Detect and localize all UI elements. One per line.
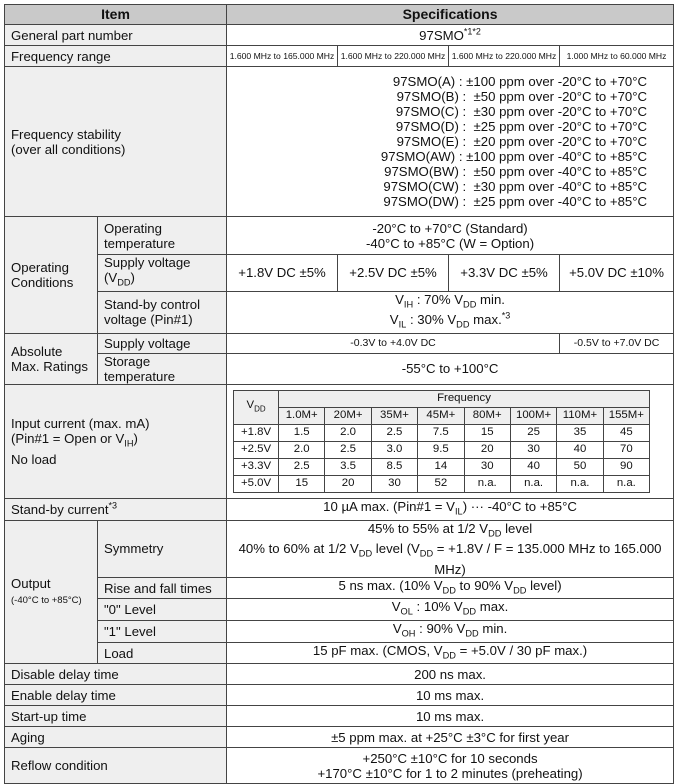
- current-cell: 2.5: [371, 424, 417, 441]
- current-cell: 2.5: [325, 441, 371, 458]
- current-cell: 45: [603, 424, 649, 441]
- current-cell: 30: [464, 458, 510, 475]
- symmetry-label: Symmetry: [98, 520, 227, 577]
- current-cell: n.a.: [464, 475, 510, 492]
- frequency-column-header: 100M+: [510, 407, 556, 424]
- supply-voltage-value: +5.0V DC ±10%: [560, 255, 674, 292]
- stability-line: 97SMO(C) : ±30 ppm over -20°C to +70°C: [395, 104, 648, 119]
- stability-line: 97SMO(CW) : ±30 ppm over -40°C to +85°C: [383, 179, 648, 194]
- current-cell: 30: [510, 441, 556, 458]
- operating-conditions-label: Operating Conditions: [5, 217, 98, 334]
- general-part-number-value: $97SMO^{*1*2}$: [227, 25, 674, 46]
- current-cell: 3.0: [371, 441, 417, 458]
- current-cell: 2.5: [279, 458, 325, 475]
- frequency-header: Frequency: [279, 390, 650, 407]
- abs-supply-voltage-value: -0.3V to +4.0V DC: [227, 333, 560, 353]
- current-cell: n.a.: [510, 475, 556, 492]
- current-cell: 25: [510, 424, 556, 441]
- stability-line: 97SMO(DW) : ±25 ppm over -40°C to +85°C: [383, 194, 648, 209]
- standby-control-label: Stand-by control voltage (Pin#1): [98, 291, 227, 333]
- current-cell: 40: [510, 458, 556, 475]
- current-cell: 70: [603, 441, 649, 458]
- zero-level-label: "0" Level: [98, 599, 227, 621]
- abs-supply-voltage-value: -0.5V to +7.0V DC: [560, 333, 674, 353]
- current-cell: 30: [371, 475, 417, 492]
- current-cell: 40: [557, 441, 603, 458]
- frequency-stability-list: [227, 67, 674, 217]
- frequency-column-header: 1.0M+: [279, 407, 325, 424]
- one-level-label: "1" Level: [98, 621, 227, 643]
- standby-current-label: Stand-by current$^{*3}$: [5, 498, 227, 520]
- input-current-label: Input current (max. mA) (Pin#1 = Open or $V_{IH}$) No load: [5, 384, 227, 498]
- vdd-cell: +5.0V: [234, 475, 279, 492]
- stability-line: 97SMO(B) : ±50 ppm over -20°C to +70°C: [396, 89, 648, 104]
- current-cell: 15: [279, 475, 325, 492]
- standby-current-value: 10 µA max. (Pin#1 = $V_{IL}$) ··· -40°C to +85°C: [227, 498, 674, 520]
- vdd-header: $V_{DD}$: [234, 390, 279, 424]
- load-value: 15 pF max. (CMOS, $V_{DD} = +5.0V / 30$ pF max.): [227, 642, 674, 664]
- abs-supply-voltage-label: Supply voltage: [98, 333, 227, 353]
- load-label: Load: [98, 642, 227, 664]
- frequency-column-header: 35M+: [371, 407, 417, 424]
- aging-label: Aging: [5, 727, 227, 748]
- startup-value: 10 ms max.: [227, 706, 674, 727]
- stability-line: 97SMO(BW) : ±50 ppm over -40°C to +85°C: [384, 164, 648, 179]
- current-cell: 8.5: [371, 458, 417, 475]
- frequency-range-label: Frequency range: [5, 46, 227, 67]
- current-cell: 90: [603, 458, 649, 475]
- operating-temperature-label: Operating temperature: [98, 217, 227, 255]
- vdd-cell: +3.3V: [234, 458, 279, 475]
- disable-delay-label: Disable delay time: [5, 664, 227, 685]
- frequency-range-value: 1.000 MHz to 60.000 MHz: [560, 46, 674, 67]
- supply-voltage-value: +3.3V DC ±5%: [449, 255, 560, 292]
- vdd-cell: +1.8V: [234, 424, 279, 441]
- header-item: Item: [5, 5, 227, 25]
- storage-temperature-value: -55°C to +100°C: [227, 353, 674, 384]
- reflow-value: +250°C ±10°C for 10 seconds +170°C ±10°C for 1 to 2 minutes (preheating): [227, 748, 674, 784]
- frequency-range-value: 1.600 MHz to 165.000 MHz: [227, 46, 338, 67]
- startup-label: Start-up time: [5, 706, 227, 727]
- current-cell: 2.0: [325, 424, 371, 441]
- disable-delay-value: 200 ns max.: [227, 664, 674, 685]
- current-cell: 20: [464, 441, 510, 458]
- current-cell: n.a.: [603, 475, 649, 492]
- vdd-cell: +2.5V: [234, 441, 279, 458]
- frequency-column-header: 20M+: [325, 407, 371, 424]
- frequency-column-header: 110M+: [557, 407, 603, 424]
- aging-value: ±5 ppm max. at +25°C ±3°C for first year: [227, 727, 674, 748]
- table-row: [234, 441, 650, 458]
- current-cell: 50: [557, 458, 603, 475]
- table-row: [234, 458, 650, 475]
- stability-line: 97SMO(A) : ±100 ppm over -20°C to +70°C: [392, 74, 648, 89]
- supply-voltage-value: +2.5V DC ±5%: [338, 255, 449, 292]
- symmetry-value: 45% to 55% at 1/2 $V_{DD}$ level 40% to 60% at 1/2 $V_{DD}$ level ($V_{DD} = +1.8V / F = 135.000$ MHz to 165.000 MHz): [227, 520, 674, 577]
- rise-fall-value: 5 ns max. (10% $V_{DD}$ to 90% $V_{DD}$ level): [227, 577, 674, 599]
- stability-line: 97SMO(E) : ±20 ppm over -20°C to +70°C: [396, 134, 648, 149]
- current-cell: 14: [418, 458, 464, 475]
- output-label: Output (-40°C to +85°C): [5, 520, 98, 664]
- storage-temperature-label: Storage temperature: [98, 353, 227, 384]
- current-cell: 9.5: [418, 441, 464, 458]
- table-row: [234, 475, 650, 492]
- input-current-cell: [227, 384, 674, 498]
- reflow-label: Reflow condition: [5, 748, 227, 784]
- header-specifications: Specifications: [227, 5, 674, 25]
- input-current-table: [233, 390, 650, 493]
- operating-temperature-value: -20°C to +70°C (Standard) -40°C to +85°C (W = Option): [227, 217, 674, 255]
- absolute-max-label: Absolute Max. Ratings: [5, 333, 98, 384]
- spec-table: [4, 4, 674, 784]
- frequency-column-header: 45M+: [418, 407, 464, 424]
- current-cell: 20: [325, 475, 371, 492]
- supply-voltage-label: Supply voltage $(V_{DD})$: [98, 255, 227, 292]
- frequency-column-header: 80M+: [464, 407, 510, 424]
- frequency-column-header: 155M+: [603, 407, 649, 424]
- supply-voltage-value: +1.8V DC ±5%: [227, 255, 338, 292]
- one-level-value: $V_{OH}$ : 90% $V_{DD}$ min.: [227, 621, 674, 643]
- enable-delay-label: Enable delay time: [5, 685, 227, 706]
- zero-level-value: $V_{OL}$ : 10% $V_{DD}$ max.: [227, 599, 674, 621]
- current-cell: n.a.: [557, 475, 603, 492]
- current-cell: 2.0: [279, 441, 325, 458]
- current-cell: 15: [464, 424, 510, 441]
- standby-control-value: $V_{IH}$ : 70% $V_{DD}$ min. $V_{IL}$ : 30% $V_{DD}$ max.$^{*3}$: [227, 291, 674, 333]
- current-cell: 3.5: [325, 458, 371, 475]
- current-cell: 35: [557, 424, 603, 441]
- rise-fall-label: Rise and fall times: [98, 577, 227, 599]
- current-cell: 1.5: [279, 424, 325, 441]
- stability-line: 97SMO(AW) : ±100 ppm over -40°C to +85°C: [380, 149, 648, 164]
- general-part-number-label: General part number: [5, 25, 227, 46]
- frequency-range-value: 1.600 MHz to 220.000 MHz: [338, 46, 449, 67]
- current-cell: 52: [418, 475, 464, 492]
- frequency-range-value: 1.600 MHz to 220.000 MHz: [449, 46, 560, 67]
- stability-line: 97SMO(D) : ±25 ppm over -20°C to +70°C: [395, 119, 648, 134]
- frequency-stability-label: Frequency stability (over all conditions): [5, 67, 227, 217]
- enable-delay-value: 10 ms max.: [227, 685, 674, 706]
- table-row: [234, 424, 650, 441]
- current-cell: 7.5: [418, 424, 464, 441]
